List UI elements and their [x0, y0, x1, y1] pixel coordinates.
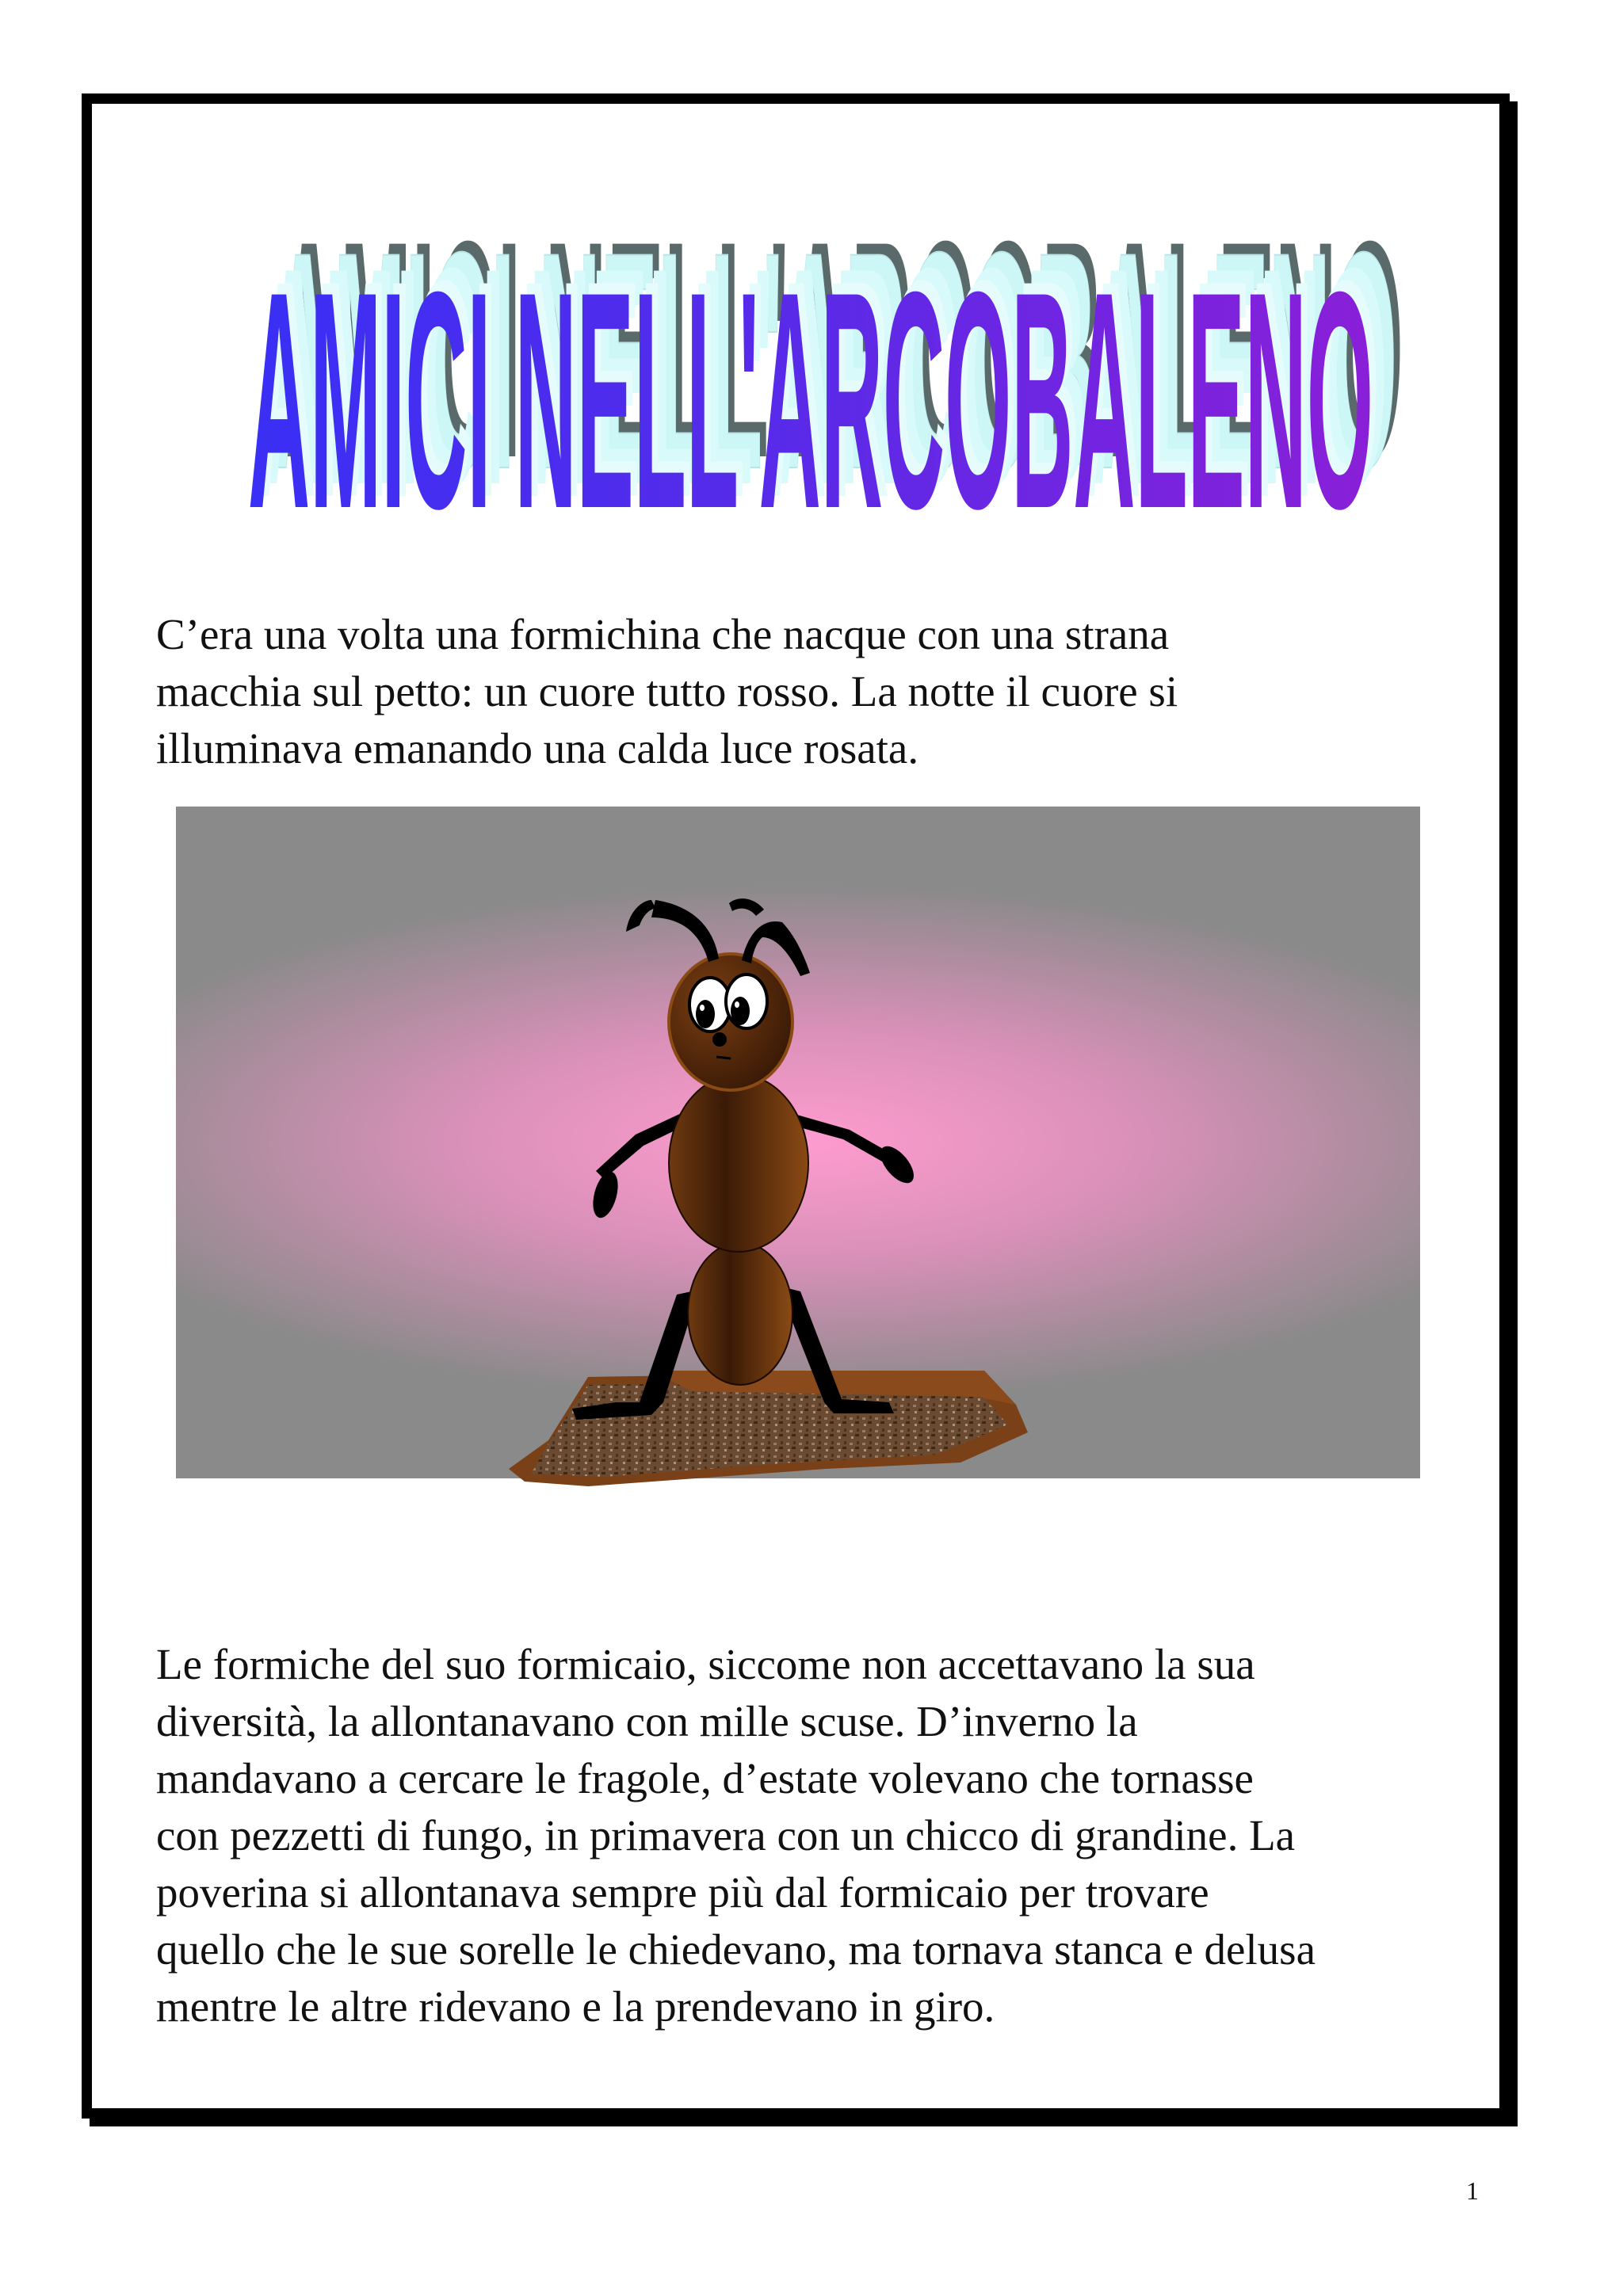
paragraph-line: C’era una volta una formichina che nacque con una strana	[156, 610, 1170, 658]
paragraph-story	[156, 1636, 1316, 2035]
title-extrude-3: AMICI NELL'ARCOBALENO	[254, 216, 1380, 529]
ant-illustration	[176, 807, 1420, 1496]
paragraph-line: mentre le altre ridevano e la prendevano in giro.	[156, 1982, 995, 2031]
paragraph-line: diversità, la allontanavano con mille scuse. D’inverno la	[156, 1697, 1138, 1745]
page-number: 1	[1466, 2176, 1479, 2205]
paragraph-line: con pezzetti di fungo, in primavera con un chicco di grandine. La	[156, 1811, 1296, 1859]
paragraph-line: poverina si allontanava sempre più dal formicaio per trovare	[156, 1868, 1209, 1917]
title-wordart	[189, 212, 1433, 529]
paragraph-line: Le formiche del suo formicaio, siccome non accettavano la sua	[156, 1640, 1255, 1688]
paragraph-intro	[156, 606, 1178, 777]
ant-abdomen	[688, 1242, 792, 1385]
paragraph-line: macchia sul petto: un cuore tutto rosso. La notte il cuore si	[156, 667, 1178, 715]
title-extrude-2: AMICI NELL'ARCOBALENO	[262, 212, 1388, 529]
paragraph-line: quello che le sue sorelle le chiedevano, ma tornava stanca e delusa	[156, 1925, 1316, 1974]
title-shadow: AMICI NELL'ARCOBALENO	[278, 212, 1403, 522]
title-extrude-1: AMICI NELL'ARCOBALENO	[272, 212, 1397, 529]
title-text: AMICI NELL'ARCOBALENO	[248, 227, 1373, 529]
paragraph-line: illuminava emanando una calda luce rosata.	[156, 724, 919, 772]
ant-thorax	[669, 1074, 808, 1252]
paragraph-line: mandavano a cercare le fragole, d’estate volevano che tornasse	[156, 1754, 1254, 1802]
